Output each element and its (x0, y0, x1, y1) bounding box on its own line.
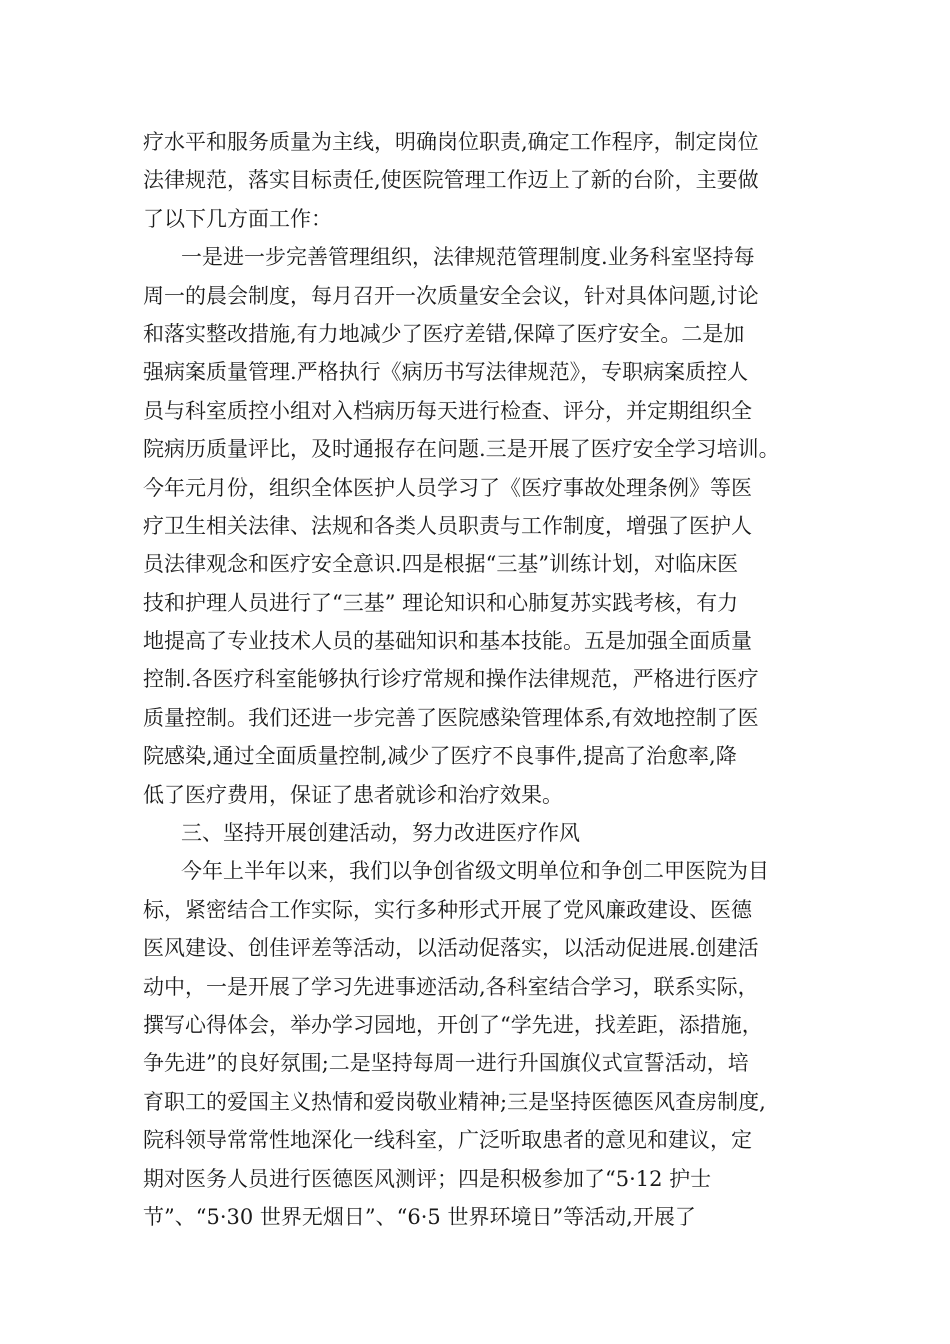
text-line: 质量控制。我们还进一步完善了医院感染管理体系,有效地控制了医 (143, 705, 759, 730)
section-heading: 三、坚持开展创建活动，努力改进医疗作风 (181, 821, 580, 846)
text-line: 员与科室质控小组对入档病历每天进行检查、评分，并定期组织全 (143, 398, 752, 423)
text-line: 周一的晨会制度，每月召开一次质量安全会议，针对具体问题,讨论 (143, 283, 759, 308)
text-line: 院科领导常常性地深化一线科室，广泛听取患者的意见和建议，定 (143, 1128, 752, 1153)
text-line: 控制.各医疗科室能够执行诊疗常规和操作法律规范，严格进行医疗 (143, 667, 759, 692)
document-body (143, 123, 813, 1236)
text-line: 疗卫生相关法律、法规和各类人员职责与工作制度，增强了医护人 (143, 513, 752, 538)
text-line: 了以下几方面工作： (143, 206, 332, 231)
text-line: 技和护理人员进行了“三基” 理论知识和心肺复苏实践考核，有力 (143, 590, 739, 615)
text-line: 医风建设、创佳评差等活动，以活动促落实，以活动促进展.创建活 (143, 936, 759, 961)
paragraph-start-line: 一是进一步完善管理组织，法律规范管理制度.业务科室坚持每 (181, 245, 755, 270)
text-line: 院感染,通过全面质量控制,减少了医疗不良事件,提高了治愈率,降 (143, 744, 737, 769)
text-line: 低了医疗费用，保证了患者就诊和治疗效果。 (143, 782, 563, 807)
text-line: 争先进”的良好氛围;二是坚持每周一进行升国旗仪式宣誓活动，培 (143, 1051, 749, 1076)
text-line: 强病案质量管理.严格执行《病历书写法律规范》，专职病案质控人 (143, 360, 749, 385)
paragraph-start-line: 今年上半年以来，我们以争创省级文明单位和争创二甲医院为目 (181, 859, 769, 884)
text-line: 期对医务人员进行医德医风测评；四是积极参加了“5·12 护士 (143, 1166, 712, 1191)
text-line: 育职工的爱国主义热情和爱岗敬业精神;三是坚持医德医风查房制度, (143, 1089, 766, 1114)
text-line: 疗水平和服务质量为主线，明确岗位职责,确定工作程序，制定岗位 (143, 130, 759, 154)
text-line: 院病历质量评比，及时通报存在问题.三是开展了医疗安全学习培训。 (143, 437, 780, 462)
text-line: 员法律观念和医疗安全意识.四是根据“三基”训练计划，对临床医 (143, 552, 739, 577)
text-line: 地提高了专业技术人员的基础知识和基本技能。五是加强全面质量 (143, 629, 752, 654)
text-line: 标，紧密结合工作实际，实行多种形式开展了党风廉政建设、医德 (143, 897, 752, 922)
text-line: 法律规范，落实目标责任,使医院管理工作迈上了新的台阶，主要做 (143, 168, 759, 193)
text-line: 和落实整改措施,有力地减少了医疗差错,保障了医疗安全。二是加 (143, 321, 745, 346)
text-line: 今年元月份，组织全体医护人员学习了《医疗事故处理条例》等医 (143, 475, 752, 500)
text-line: 节”、“5·30 世界无烟日”、“6·5 世界环境日”等活动,开展了 (143, 1204, 696, 1229)
text-line: 动中，一是开展了学习先进事迹活动,各科室结合学习，联系实际， (143, 974, 759, 999)
text-line: 撰写心得体会，举办学习园地，开创了“学先进，找差距，添措施， (143, 1012, 763, 1037)
